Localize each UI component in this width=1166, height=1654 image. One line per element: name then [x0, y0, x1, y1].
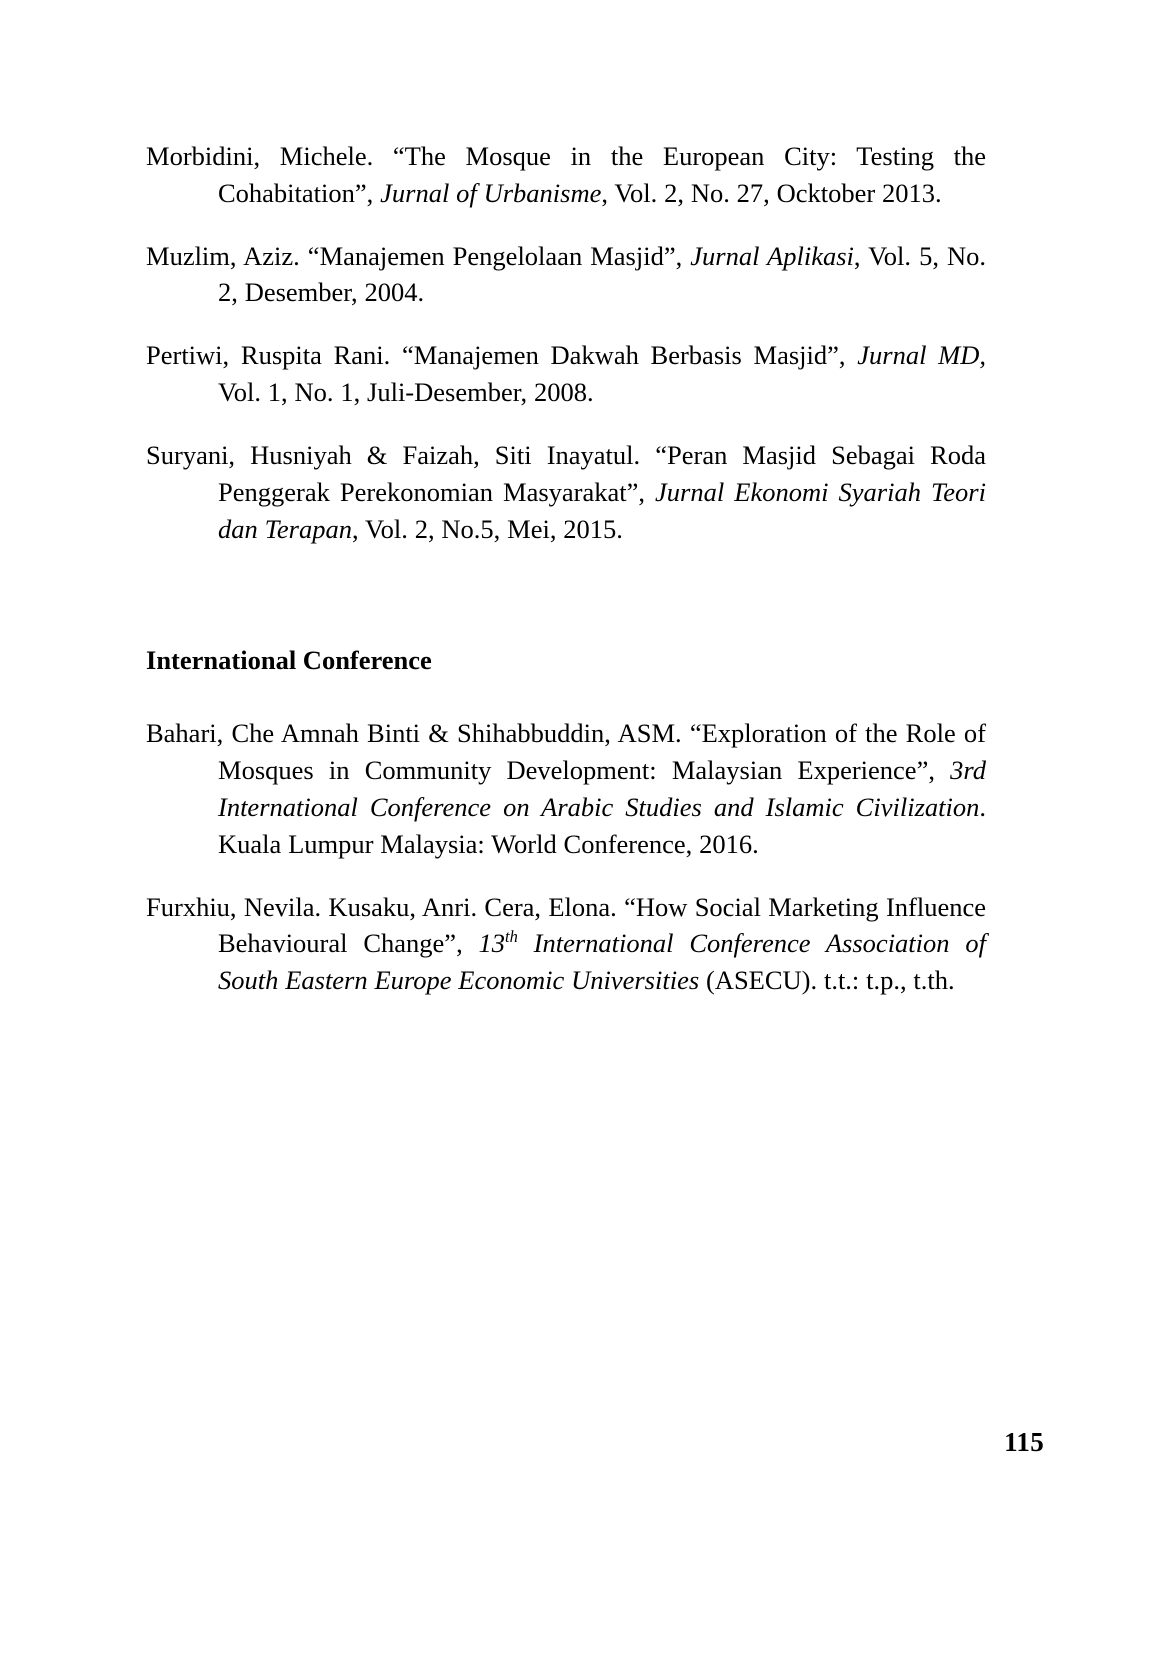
reference-entry-bahari: [146, 715, 986, 862]
reference-text-part: Muzlim, Aziz. “Manajemen Pengelolaan Masjid”,: [146, 240, 691, 271]
reference-text-part: . Kuala Lumpur Malaysia: World Conference, 2016.: [218, 791, 986, 859]
reference-title-italic: Jurnal of Urbanisme: [380, 177, 602, 208]
page-number: 115: [1004, 1427, 1044, 1457]
reference-text-part: Suryani, Husniyah & Faizah, Siti Inayatul. “Peran Masjid Sebagai Roda Penggerak Perekonomian Masyarakat”,: [146, 439, 986, 507]
section-heading-international-conference: International Conference: [146, 645, 432, 676]
reference-text-part: , Vol. 2, No. 27, Ocktober 2013.: [601, 177, 942, 208]
reference-text-part: Furxhiu, Nevila. Kusaku, Anri. Cera, Elona. “How Social Marketing Influence Behavioural Change”,: [146, 891, 986, 959]
reference-text-part: Pertiwi, Ruspita Rani. “Manajemen Dakwah Berbasis Masjid”,: [146, 340, 858, 371]
section-spacer: [146, 547, 986, 643]
reference-entry-morbidini: [146, 138, 986, 212]
bibliography-content: [146, 138, 986, 999]
reference-text-part: Morbidini, Michele. “The Mosque in the European City: Testing the Cohabitation”,: [146, 141, 986, 208]
reference-entry-muzlim: [146, 238, 986, 312]
reference-title-italic: Jurnal Aplikasi: [690, 240, 854, 271]
reference-text-part: (ASECU). t.t.: t.p., t.th.: [699, 965, 955, 996]
reference-title-italic: International Conference Association of South Eastern Europe Economic Universities: [218, 928, 986, 996]
reference-number-italic: 13: [478, 928, 506, 959]
reference-title-italic: 3rd International Conference on Arabic Studies and Islamic Civilization: [218, 755, 986, 822]
reference-title-italic: Jurnal MD,: [857, 340, 986, 371]
reference-text-part: , Vol. 2, No.5, Mei, 2015.: [351, 513, 623, 544]
reference-text-part: Vol. 1, No. 1, Juli-Desember, 2008.: [218, 377, 594, 408]
ordinal-suffix: th: [505, 927, 518, 947]
reference-text-part: Bahari, Che Amnah Binti & Shihabbuddin, ASM. “Exploration of the Role of Mosques in Community Development: Malaysian Experience”,: [146, 718, 986, 786]
reference-text-part: , Vol. 5, No. 2, Desember, 2004.: [218, 240, 986, 308]
reference-entry-pertiwi: [146, 337, 986, 411]
reference-entry-furxhiu: [146, 889, 986, 999]
reference-title-italic: Jurnal Ekonomi Syariah Teori dan Terapan: [218, 476, 986, 544]
reference-entry-suryani: [146, 437, 986, 547]
heading-spacer: [146, 679, 986, 715]
